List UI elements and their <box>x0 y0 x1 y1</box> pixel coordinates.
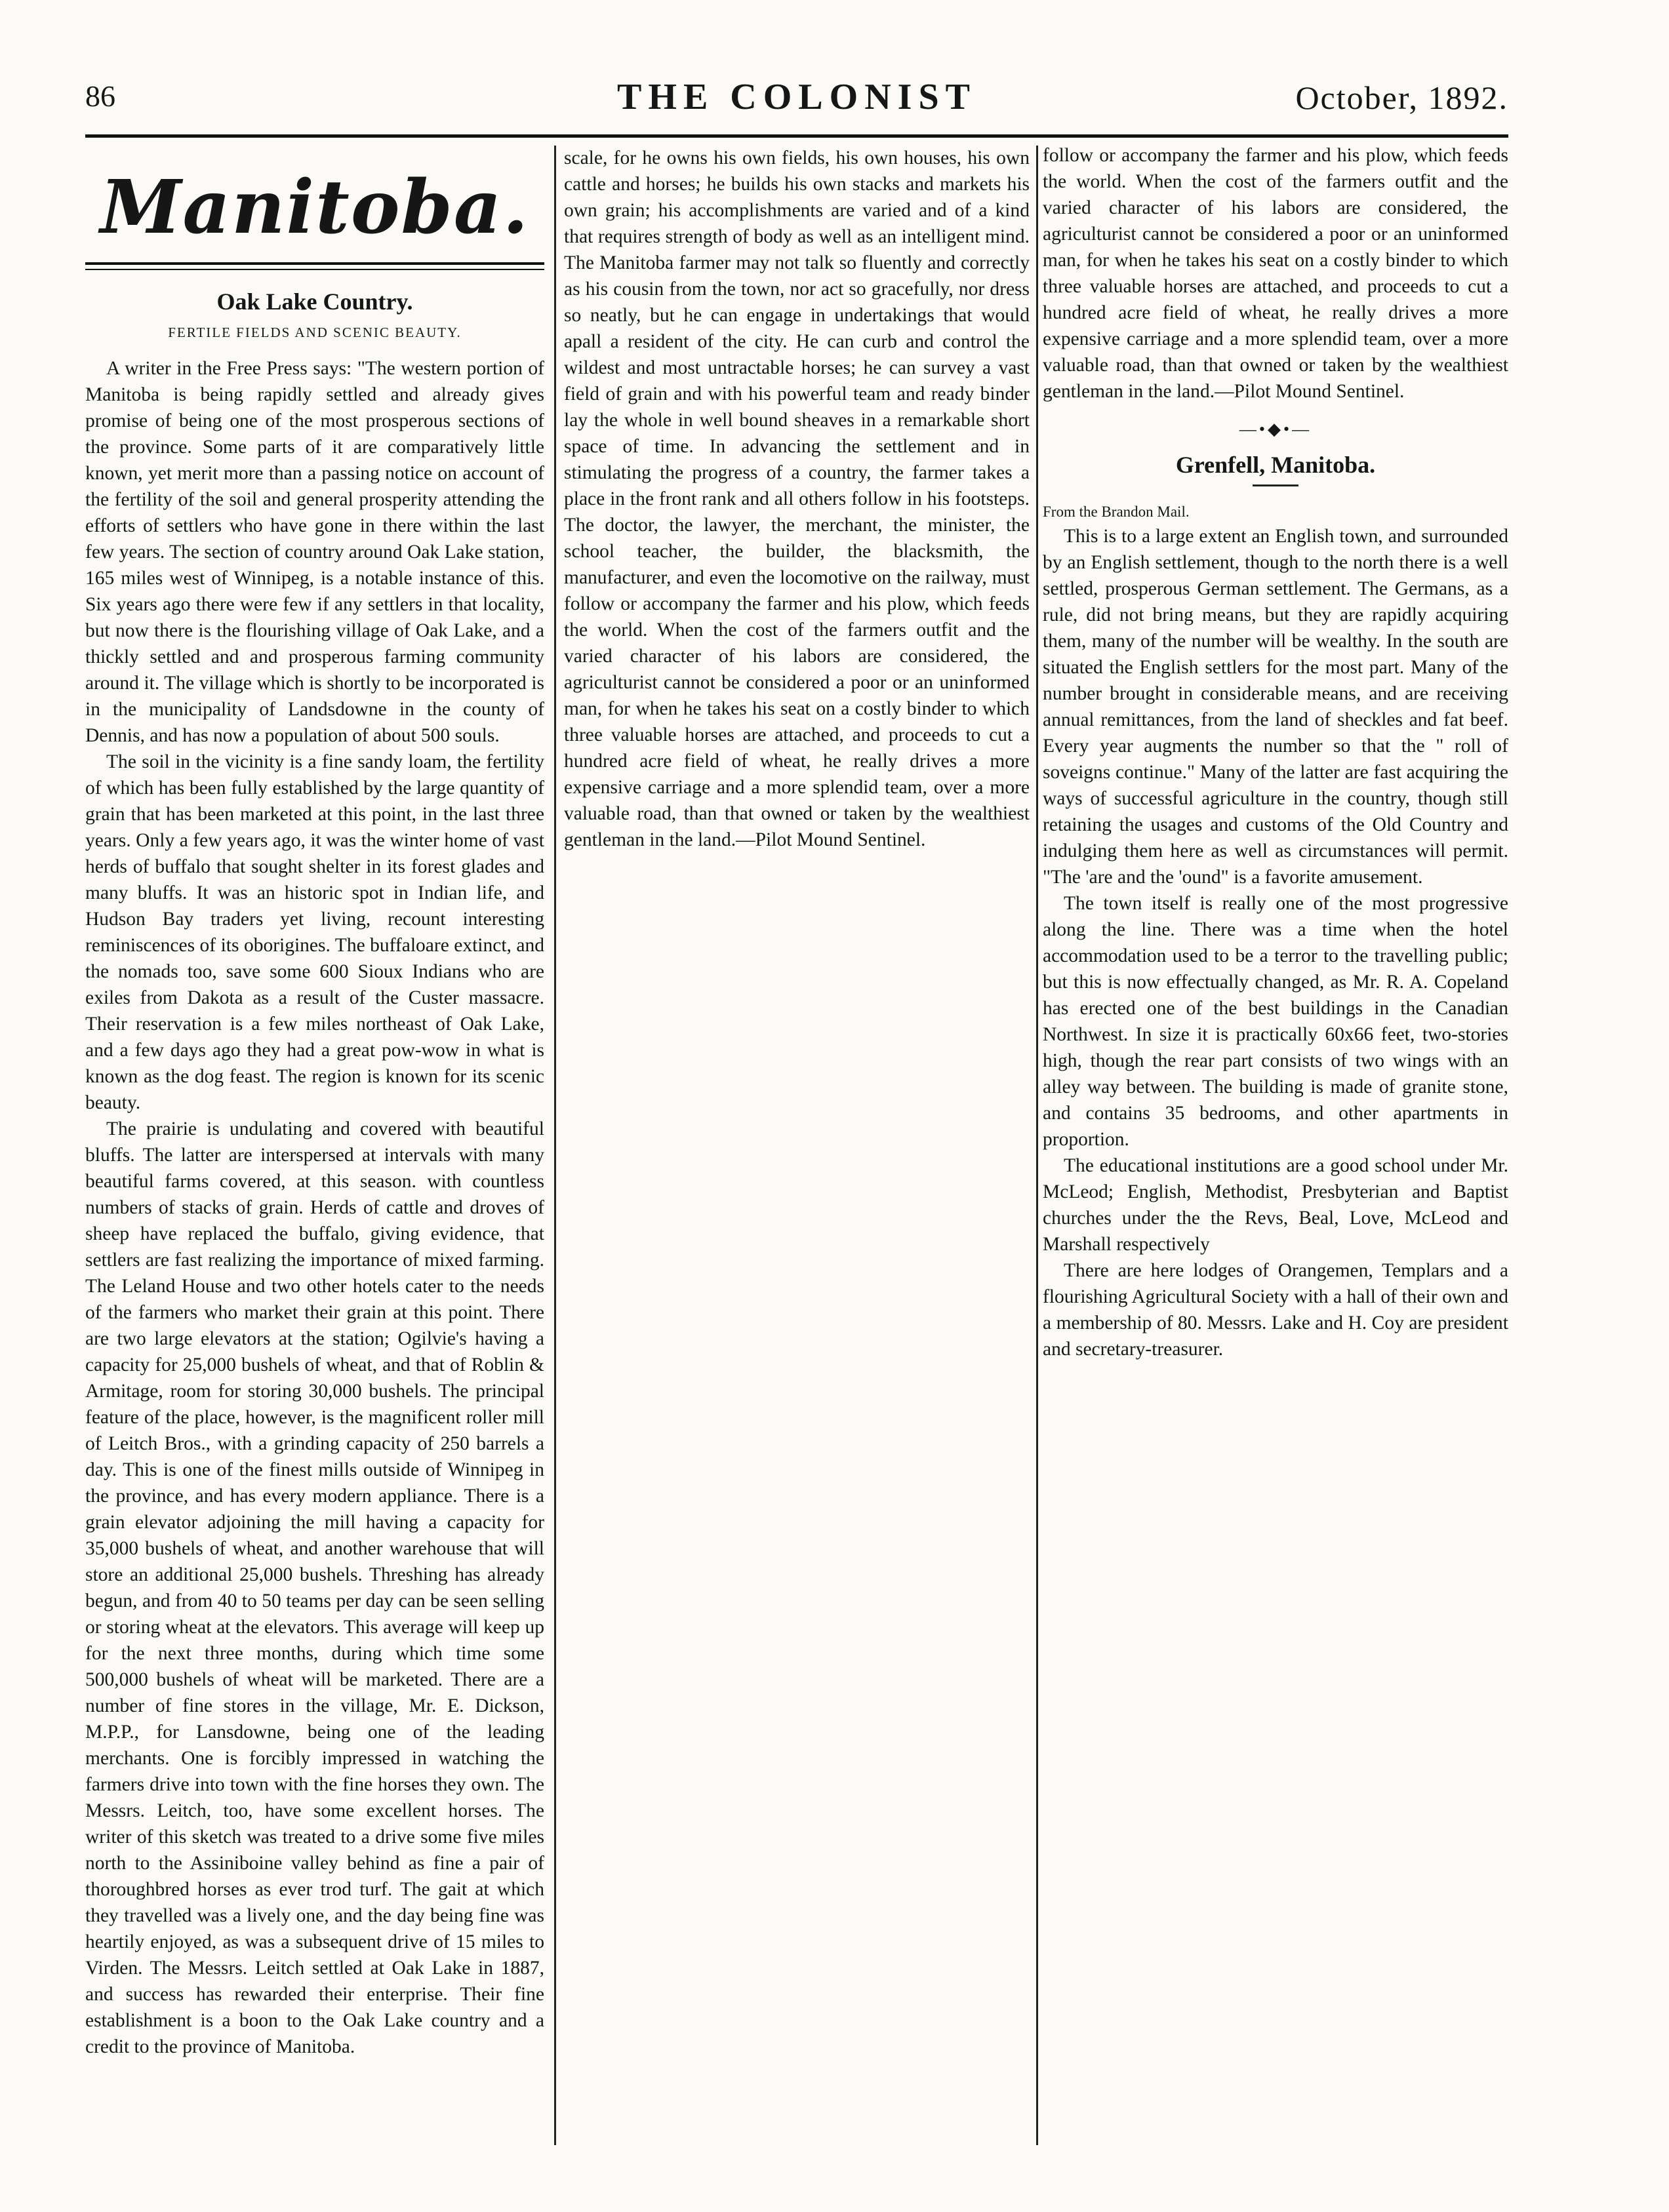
article-paragraph-continued: follow or accompany the farmer and his plow, which feeds the world. When the cost of the farmers outfit and the varied character of his labors are considered, the agriculturist cannot be considered a poor or an uninformed man, for when he takes his seat on a costly binder to which three valuable horses are attached, and proceeds to cut a hundred acre field of wheat, he really drives a more expensive carriage and a more splendid team, over a more valuable road, than that owned or taken by the wealthiest gentleman in the land.—Pilot Mound Sentinel. <box>1043 146 1508 402</box>
masthead-rule <box>85 262 544 270</box>
issue-date: October, 1892. <box>1295 79 1508 116</box>
article-subhead: FERTILE FIELDS AND SCENIC BEAUTY. <box>168 325 462 340</box>
column-3 <box>1043 146 1508 2152</box>
article-paragraph: The prairie is undulating and covered with beautiful bluffs. The latter are interspersed at intervals with many beautiful farms covered, at this season. with countless numbers of stacks of grain. Herds of cattle and droves of sheep have replaced the buffalo, giving evidence, that settlers are fast realizing the importance of mixed farming. The Leland House and two other hotels cater to the needs of the farmers who market their grain at this point. There are two large elevators at the station; Ogilvie's having a capacity for 25,000 bushels of wheat, and that of Roblin & Armitage, room for storing 30,000 bushels. The principal feature of the place, however, is the magnificent roller mill of Leitch Bros., with a grinding capacity of 250 barrels a day. This is one of the finest mills outside of Winnipeg in the province, and has every modern appliance. There is a grain elevator adjoining the mill having a capacity for 35,000 bushels of wheat, and another warehouse that will store an additional 25,000 bushels. Threshing has already begun, and from 40 to 50 teams per day can be seen selling or storing wheat at the elevators. This average will keep up for the next three months, during which time some 500,000 bushels of wheat will be marketed. There are a number of fine stores in the village, Mr. E. Dickson, M.P.P., for Lansdowne, being one of the leading merchants. One is forcibly impressed in watching the farmers drive into town with the fine horses they own. The Messrs. Leitch, too, have some excellent horses. The writer of this sketch was treated to a drive some five miles north to the Assiniboine valley behind as fine a pair of thoroughbred horses as ever trod turf. The gait at which they travelled was a lively one, and the day being fine was heartily enjoyed, as was a subsequent drive of 15 miles to Virden. The Messrs. Leitch settled at Oak Lake in 1887, and success has rewarded their enterprise. Their fine establishment is a boon to the Oak Lake country and a credit to the province of Manitoba. <box>85 1118 544 2057</box>
section-masthead: Manitoba. <box>100 165 530 250</box>
ornamental-divider: —•◆•— <box>1239 420 1312 439</box>
article-source: From the Brandon Mail. <box>1043 504 1190 520</box>
page-header <box>85 72 1508 131</box>
column-divider <box>554 146 556 2145</box>
article-paragraph: There are here lodges of Orangemen, Templars and a flourishing Agricultural Society with a hall of their own and a membership of 80. Messrs. Lake and H. Coy are president and secretary-treasurer. <box>1043 1260 1508 1360</box>
column-3-flow <box>1043 146 1508 405</box>
article-paragraph: The town itself is really one of the most progressive along the line. There was a time when the hotel accommodation used to be a terror to the travelling public; but this is now effectually changed, as Mr. R. A. Copeland has erected one of the best buildings in the Canadian Northwest. In size it is practically 60x66 feet, two-stories high, though the rear part consists of two wings with an alley way between. The building is made of granite stone, and contains 35 bedrooms, and other apartments in proportion. <box>1043 893 1508 1150</box>
article-headline: Oak Lake Country. <box>216 288 413 315</box>
article-paragraph: scale, for he owns his own fields, his own houses, his own cattle and horses; he builds his own stacks and markets his own grain; his accomplishments are varied and of a kind that requires strength of body as well as an intelligent mind. The Manitoba farmer may not talk so fluently and correctly as his cousin from the town, nor act so gracefully, nor dress so neatly, but he can engage in undertakings that would apall a resident of the city. He can curb and control the wildest and most untractable horses; he can survey a vast field of grain and with his powerful team and ready binder lay the whole in well bound sheaves in a remarkable short space of time. In advancing the settlement and in stimulating the progress of a country, the farmer takes a place in the front rank and all others follow in his footsteps. The doctor, the lawyer, the merchant, the minister, the school teacher, the builder, the blacksmith, the manufacturer, and even the locomotive on the railway, must follow or accompany the farmer and his plow, which feeds the world. When the cost of the farmers outfit and the varied character of his labors are considered, the agriculturist cannot be considered a poor or an uninformed man, for when he takes his seat on a costly binder to which three valuable horses are attached, and proceeds to cut a hundred acre field of wheat, he really drives a more expensive carriage and a more splendid team, over a more valuable road, than that owned or taken by the wealthiest gentleman in the land.—Pilot Mound Sentinel. <box>564 148 1030 850</box>
column-1 <box>85 146 544 2152</box>
article-paragraph: A writer in the Free Press says: "The western portion of Manitoba is being rapidly settled and already gives promise of being one of the most prosperous sections of the province. Some parts of it are comparatively little known, yet merit more than a passing notice on account of the fertility of the soil and general prosperity attending the efforts of settlers who have gone in there within the last few years. The section of country around Oak Lake station, 165 miles west of Winnipeg, is a notable instance of this. Six years ago there were few if any settlers in that locality, but now there is the flourishing village of Oak Lake, and a thickly settled and and prosperous farming community around it. The village which is shortly to be incorporated is in the municipality of Landsdowne in the county of Dennis, and has now a population of about 500 souls. <box>85 358 544 746</box>
column-2 <box>564 146 1030 2152</box>
headline-rule <box>1253 484 1298 486</box>
article-paragraph: The soil in the vicinity is a fine sandy loam, the fertility of which has been fully established by the large quantity of grain that has been marketed at this point, in the last three years. Only a few years ago, it was the winter home of vast herds of buffalo that sought shelter in its forest glades and many bluffs. It was an historic spot in Indian life, and Hudson Bay traders yet living, recount interesting reminiscences of its oborigines. The buffaloare extinct, and the nomads too, save some 600 Sioux Indians who are exiles from Dakota as a result of the Custer massacre. Their reservation is a few miles northeast of Oak Lake, and a few days ago they had a great pow-wow in what is known as the dog feast. The region is known for its scenic beauty. <box>85 751 544 1113</box>
page-number: 86 <box>85 79 115 113</box>
publication-title: THE COLONIST <box>617 77 976 117</box>
article-paragraph: The educational institutions are a good school under Mr. McLeod; English, Methodist, Presbyterian and Baptist churches under the the Revs, Beal, Love, McLeod and Marshall respectively <box>1043 1155 1508 1255</box>
column-divider <box>1036 146 1038 2145</box>
article-paragraph: This is to a large extent an English town, and surrounded by an English settlement, though to the north there is a well settled, prosperous German settlement. The Germans, as a rule, did not bring means, but they are rapidly acquiring them, many of the number will be wealthy. In the south are situated the English settlers for the most part. Many of the number brought in considerable means, and are receiving annual remittances, from the land of sheckles and fat beef. Every year augments the number so that the " roll of soveigns continue." Many of the latter are fast acquiring the ways of successful agriculture in the country, though still retaining the usages and customs of the Old Country and indulging them here as well as circumstances will permit. "The 'are and the 'ound" is a favorite amusement. <box>1043 526 1508 888</box>
article-headline: Grenfell, Manitoba. <box>1175 452 1376 478</box>
header-rule <box>85 134 1508 138</box>
